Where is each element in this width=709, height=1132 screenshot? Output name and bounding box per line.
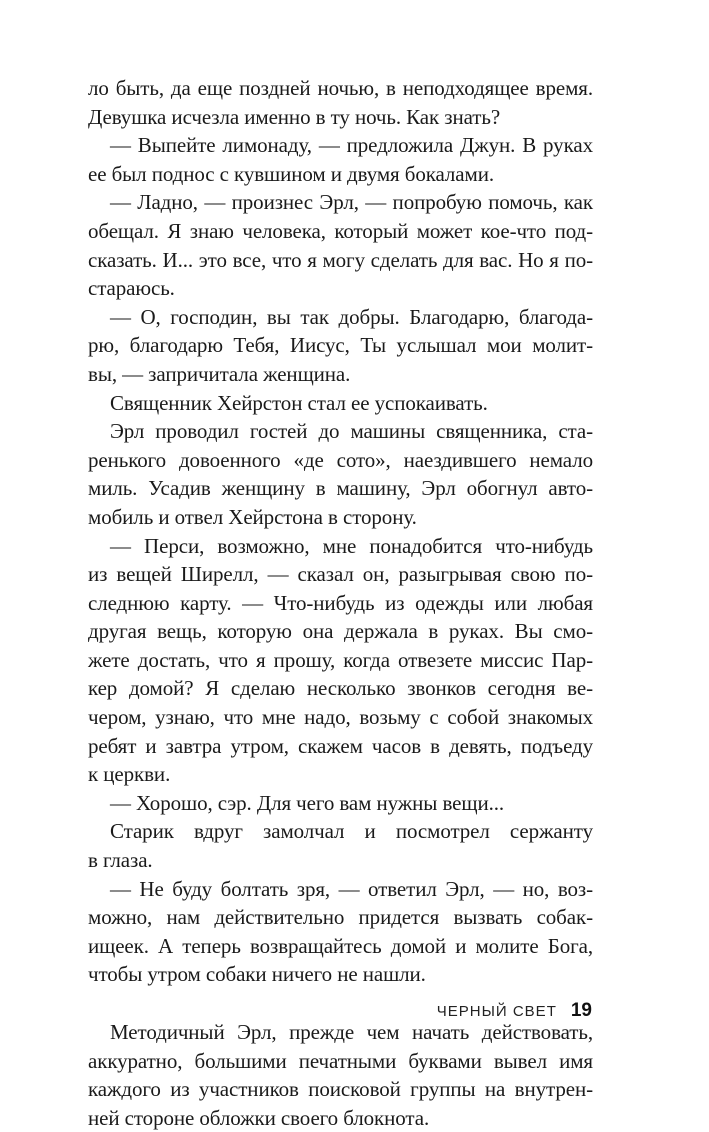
text-line: следнюю карту. — Что-нибудь из одежды или любая <box>88 590 593 615</box>
text-line: жете достать, что я прошу, когда отвезете миссис Пар- <box>88 647 593 672</box>
text-line: можно, нам действительно придется вызвать собак- <box>88 905 593 930</box>
text-line: вы, — запричитала женщина. <box>88 361 351 386</box>
text-line: рю, благодарю Тебя, Иисус, Ты услышал мои молит- <box>88 333 593 358</box>
text-line: к церкви. <box>88 762 171 787</box>
running-footer <box>437 1000 592 1022</box>
text-line: — Ладно, — произнес Эрл, — попробую помочь, как <box>110 190 593 215</box>
text-line: ней стороне обложки своего блокнота. <box>88 1105 430 1130</box>
text-line: чтобы утром собаки ничего не нашли. <box>88 962 426 987</box>
text-line: Методичный Эрл, прежде чем начать действовать, <box>110 1020 593 1044</box>
text-line: ло быть, да еще поздней ночью, в неподходящее время. <box>88 76 593 100</box>
text-line: аккуратно, большими печатными буквами вывел имя <box>88 1048 593 1073</box>
text-line: миль. Усадив женщину в машину, Эрл обогнул авто- <box>88 476 593 501</box>
text-line: Эрл проводил гостей до машины священника, ста- <box>110 419 593 444</box>
text-line: Старик вдруг замолчал и посмотрел сержанту <box>110 819 593 844</box>
text-line: — Хорошо, сэр. Для чего вам нужны вещи... <box>110 790 505 815</box>
text-line: стараюсь. <box>88 276 175 301</box>
text-line: каждого из участников поисковой группы на внутрен- <box>88 1077 593 1102</box>
text-line: в глаза. <box>88 848 153 873</box>
text-line: другая вещь, которую она держала в руках. Вы смо- <box>88 619 593 644</box>
text-line: Священник Хейрстон стал ее успокаивать. <box>110 390 488 415</box>
running-title: ЧЕРНЫЙ СВЕТ <box>436 1003 557 1020</box>
page-number: 19 <box>570 1000 592 1021</box>
text-line: — О, господин, вы так добры. Благодарю, благода- <box>110 304 593 329</box>
text-line: ее был поднос с кувшином и двумя бокалами. <box>88 161 494 186</box>
text-line: ребят и завтра утром, скажем часов в девять, подъеду <box>88 733 593 758</box>
text-line: — Не буду болтать зря, — ответил Эрл, — но, воз- <box>110 876 593 901</box>
text-line: ренького довоенного «де сото», наездившего немало <box>88 447 593 472</box>
text-line: обещал. Я знаю человека, который может кое-что под- <box>88 218 593 243</box>
text-line: кер домой? Я сделаю несколько звонков сегодня ве- <box>88 676 593 701</box>
text-line: мобиль и отвел Хейрстона в сторону. <box>88 504 417 529</box>
text-line: ищеек. А теперь возвращайтесь домой и молите Бога, <box>88 933 593 958</box>
text-line: Девушка исчезла именно в ту ночь. Как знать? <box>88 104 501 129</box>
text-line: сказать. И... это все, что я могу сделать для вас. Но я по- <box>88 247 593 272</box>
text-line: чером, узнаю, что мне надо, возьму с собой знакомых <box>88 705 593 730</box>
text-line: — Выпейте лимонаду, — предложила Джун. В руках <box>110 133 593 158</box>
text-line: из вещей Ширелл, — сказал он, разыгрывая свою по- <box>88 562 593 587</box>
page-body-text <box>88 74 593 1132</box>
text-line: — Перси, возможно, мне понадобится что-нибудь <box>110 533 593 558</box>
